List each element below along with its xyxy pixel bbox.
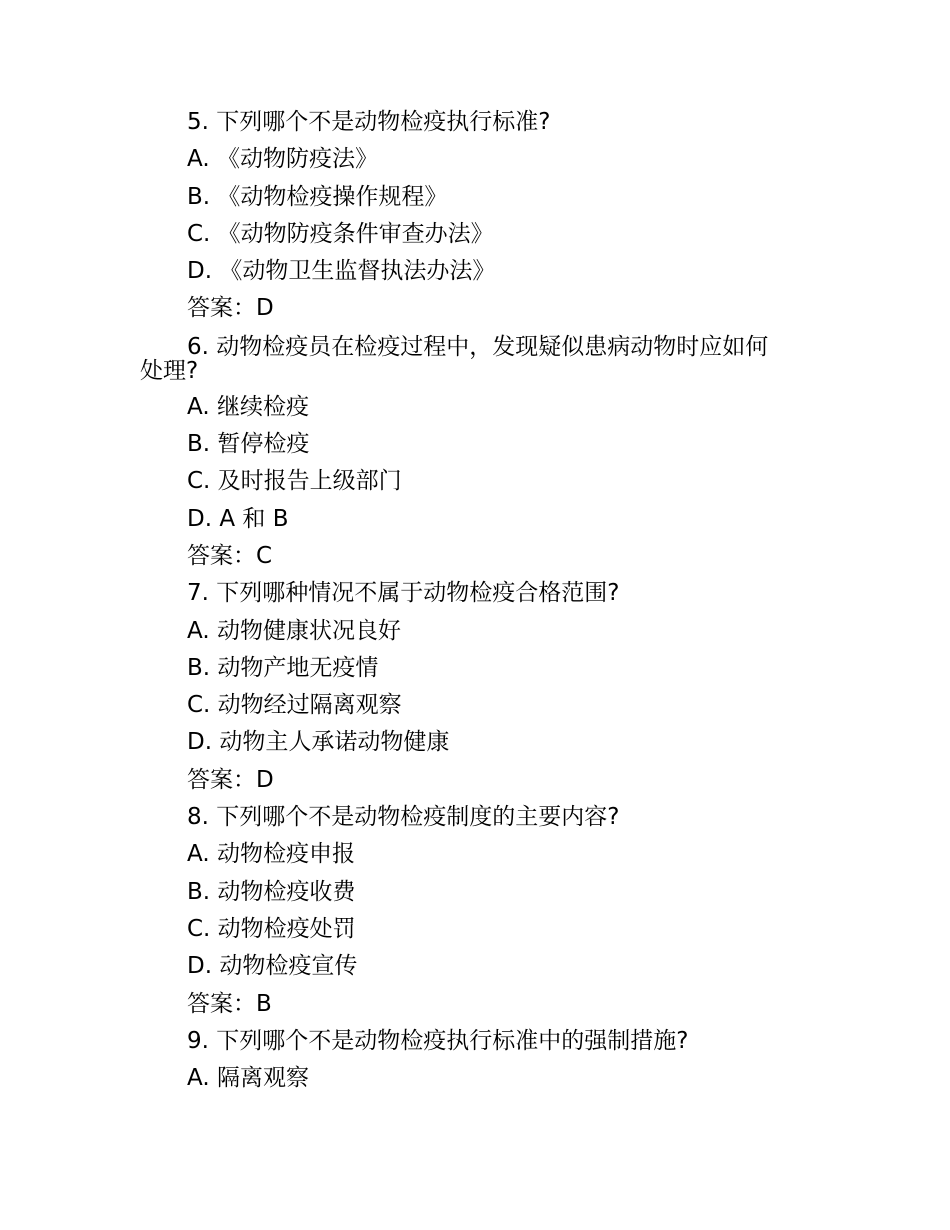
question-6-option-c: C. 及时报告上级部门 <box>187 468 402 495</box>
question-8-option-b: B. 动物检疫收费 <box>187 878 356 905</box>
question-7-answer: 答案：D <box>187 766 274 793</box>
question-6-stem-line2: 处理? <box>140 357 199 384</box>
question-7-option-c: C. 动物经过隔离观察 <box>187 692 402 719</box>
question-5-stem: 5. 下列哪个不是动物检疫执行标准? <box>187 109 551 135</box>
question-7-option-a: A. 动物健康状况良好 <box>187 617 401 644</box>
question-list <box>140 104 827 1097</box>
question-5-answer: 答案：D <box>187 295 274 322</box>
question-7-option-d: D. 动物主人承诺动物健康 <box>187 729 450 756</box>
question-9-stem: 9. 下列哪个不是动物检疫执行标准中的强制措施? <box>187 1027 689 1054</box>
question-9-option-a: A. 隔离观察 <box>187 1065 309 1092</box>
question-6-option-d: D. A 和 B <box>187 505 289 532</box>
question-7-stem: 7. 下列哪种情况不属于动物检疫合格范围? <box>187 580 620 607</box>
question-5-option-c: C. 《动物防疫条件审查办法》 <box>187 220 494 247</box>
question-5-option-d: D. 《动物卫生监督执法办法》 <box>187 258 496 285</box>
question-8-option-a: A. 动物检疫申报 <box>187 841 355 868</box>
question-8-option-c: C. 动物检疫处罚 <box>187 915 356 942</box>
question-6-stem <box>140 328 827 389</box>
question-6-option-a: A. 继续检疫 <box>187 393 309 420</box>
question-6-option-b: B. 暂停检疫 <box>187 431 310 458</box>
question-6-answer: 答案：C <box>187 542 273 569</box>
question-8-option-d: D. 动物检疫宣传 <box>187 953 358 980</box>
question-5-option-b: B. 《动物检疫操作规程》 <box>187 183 448 210</box>
question-5-option-a: A. 《动物防疫法》 <box>187 146 378 173</box>
question-6-stem-line1: 6. 动物检疫员在检疫过程中，发现疑似患病动物时应如何 <box>187 333 769 360</box>
question-8-answer: 答案：B <box>187 990 272 1017</box>
question-7-option-b: B. 动物产地无疫情 <box>187 654 379 681</box>
question-8-stem: 8. 下列哪个不是动物检疫制度的主要内容? <box>187 804 620 831</box>
